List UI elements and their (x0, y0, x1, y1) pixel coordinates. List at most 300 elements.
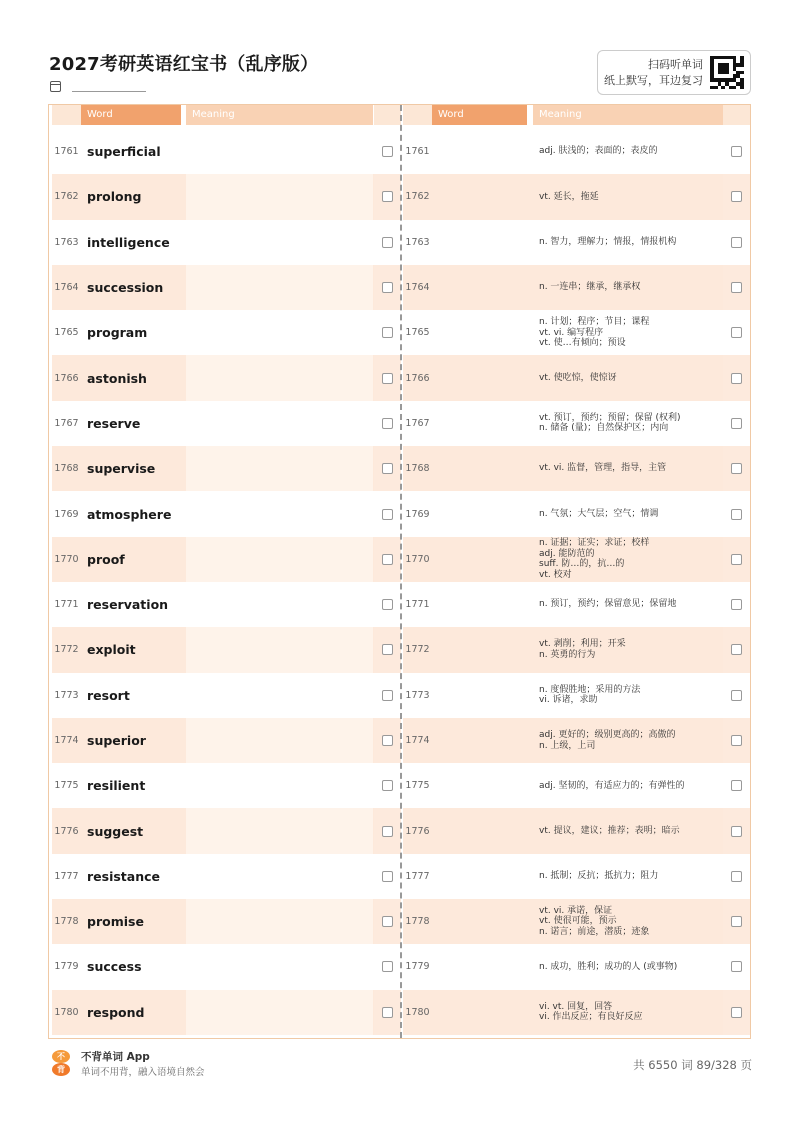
checkbox-cell (723, 355, 750, 400)
review-checkbox[interactable] (731, 644, 742, 655)
checkbox-cell (723, 854, 750, 899)
word-blank[interactable] (432, 310, 527, 355)
table-row (52, 401, 401, 446)
word-blank[interactable] (432, 763, 527, 808)
word-number: 1771 (54, 599, 79, 611)
review-checkbox[interactable] (382, 373, 393, 384)
meaning-blank[interactable] (186, 763, 373, 808)
word-blank[interactable] (432, 718, 527, 763)
meaning-header: Meaning (186, 105, 373, 125)
checkbox-cell (723, 582, 750, 627)
meaning-blank[interactable] (186, 990, 373, 1035)
word-blank[interactable] (432, 899, 527, 944)
checkbox-cell (723, 446, 750, 491)
review-checkbox[interactable] (382, 735, 393, 746)
calendar-icon (50, 81, 61, 92)
meaning-text (533, 673, 723, 718)
table-row (403, 220, 749, 265)
review-checkbox[interactable] (731, 690, 742, 701)
review-checkbox[interactable] (382, 826, 393, 837)
meaning-line: adj. 肤浅的；表面的；表皮的 (539, 146, 658, 157)
checkbox-cell (374, 673, 401, 718)
meaning-line: n. 成功，胜利；成功的人 (或事物) (539, 961, 678, 972)
table-row (52, 899, 401, 944)
review-checkbox[interactable] (382, 916, 393, 927)
meaning-text (533, 582, 723, 627)
word-number: 1762 (54, 191, 79, 203)
review-checkbox[interactable] (382, 599, 393, 610)
meaning-line: vt. 延长，拖延 (539, 191, 599, 202)
number-header (403, 105, 432, 125)
qr-caption (604, 57, 703, 89)
meaning-text (533, 491, 723, 536)
review-checkbox[interactable] (382, 871, 393, 882)
word-text: succession (87, 280, 164, 296)
word-number: 1780 (405, 1006, 430, 1018)
word-number: 1775 (405, 780, 430, 792)
table-row (52, 808, 401, 853)
word-number: 1764 (405, 282, 430, 294)
meaning-line: n. 一连串；继承，继承权 (539, 282, 641, 293)
checkbox-cell (723, 673, 750, 718)
checkbox-cell (374, 446, 401, 491)
word-blank[interactable] (432, 355, 527, 400)
word-text: resilient (87, 778, 146, 794)
review-checkbox[interactable] (731, 554, 742, 565)
word-number: 1779 (405, 961, 430, 973)
meaning-blank[interactable] (186, 491, 373, 536)
table-row (52, 310, 401, 355)
meaning-line: n. 诺言；前途，潜质；迹象 (539, 926, 650, 937)
review-checkbox[interactable] (731, 509, 742, 520)
word-blank[interactable] (432, 854, 527, 899)
table-row (403, 491, 749, 536)
word-text: promise (87, 914, 144, 930)
review-checkbox[interactable] (382, 418, 393, 429)
checkbox-cell (723, 763, 750, 808)
logo-top-char: 不 (52, 1050, 70, 1063)
word-text: prolong (87, 189, 142, 205)
review-checkbox[interactable] (731, 191, 742, 202)
word-number: 1776 (405, 825, 430, 837)
word-number: 1768 (54, 463, 79, 475)
review-checkbox[interactable] (731, 282, 742, 293)
table-row (52, 627, 401, 672)
meaning-line: n. 计划；程序；节目；课程 (539, 317, 650, 328)
review-checkbox[interactable] (382, 1007, 393, 1018)
word-number: 1774 (54, 735, 79, 746)
word-blank[interactable] (432, 174, 527, 219)
word-number: 1766 (54, 372, 79, 384)
table-row (52, 718, 401, 763)
meaning-text (533, 627, 723, 672)
checkbox-cell (723, 265, 750, 310)
meaning-blank[interactable] (186, 899, 373, 944)
word-blank[interactable] (432, 582, 527, 627)
word-text: atmosphere (87, 506, 172, 522)
app-slogan: 单词不用背，融入语境自然会 (81, 1067, 205, 1078)
table-row (403, 944, 749, 989)
checkbox-cell (723, 174, 750, 219)
word-text: resort (87, 687, 130, 703)
meaning-blank[interactable] (186, 355, 373, 400)
word-blank[interactable] (432, 673, 527, 718)
word-header: Word (432, 105, 527, 125)
meaning-text (533, 355, 723, 400)
word-number: 1777 (405, 870, 430, 882)
word-number: 1772 (54, 644, 79, 656)
word-number: 1765 (54, 327, 79, 339)
word-number: 1761 (54, 146, 79, 158)
table-row (403, 854, 749, 899)
checkbox-cell (374, 355, 401, 400)
checkbox-cell (374, 582, 401, 627)
date-row (50, 80, 146, 92)
checkbox-cell (374, 537, 401, 582)
word-number: 1762 (405, 191, 430, 203)
word-text: astonish (87, 370, 147, 386)
word-number: 1765 (405, 327, 430, 339)
meaning-text (533, 129, 723, 174)
meaning-line: vt. 使…有倾向；预设 (539, 338, 626, 349)
meaning-line: vt. 预订，预约；预留；保留 (权利) (539, 412, 681, 423)
meaning-line: adj. 能防范的 (539, 548, 595, 559)
table-row (403, 174, 749, 219)
meaning-text (533, 265, 723, 310)
table-row (52, 763, 401, 808)
table-row (52, 537, 401, 582)
word-number: 1775 (54, 780, 79, 792)
checkbox-header (374, 105, 401, 125)
app-name: 不背单词 App (81, 1051, 150, 1063)
checkbox-cell (374, 899, 401, 944)
meaning-line: n. 度假胜地；采用的方法 (539, 684, 641, 695)
table-row (52, 220, 401, 265)
review-checkbox[interactable] (731, 916, 742, 927)
meaning-blank[interactable] (186, 220, 373, 265)
checkbox-cell (374, 129, 401, 174)
word-number: 1767 (405, 417, 430, 429)
meaning-blank[interactable] (186, 808, 373, 853)
meaning-blank[interactable] (186, 129, 373, 174)
checkbox-cell (723, 808, 750, 853)
review-checkbox[interactable] (731, 599, 742, 610)
checkbox-cell (374, 990, 401, 1035)
word-text: exploit (87, 642, 136, 658)
review-checkbox[interactable] (382, 644, 393, 655)
review-checkbox[interactable] (382, 282, 393, 293)
checkbox-header (723, 105, 750, 125)
meaning-line: vt. vi. 监督，管理，指导，主管 (539, 463, 667, 474)
word-number: 1778 (405, 916, 430, 928)
qr-panel (597, 50, 751, 95)
word-text: superficial (87, 144, 161, 160)
checkbox-cell (374, 265, 401, 310)
table-header (52, 105, 401, 125)
table-row (403, 129, 749, 174)
word-number: 1780 (54, 1006, 79, 1018)
word-number: 1768 (405, 463, 430, 475)
checkbox-cell (374, 220, 401, 265)
table-row (403, 582, 749, 627)
meaning-header: Meaning (533, 105, 723, 125)
meaning-blank[interactable] (186, 401, 373, 446)
meaning-text (533, 944, 723, 989)
meaning-blank[interactable] (186, 854, 373, 899)
checkbox-cell (374, 310, 401, 355)
app-logo (52, 1050, 72, 1076)
meaning-blank[interactable] (186, 673, 373, 718)
checkbox-cell (374, 174, 401, 219)
word-blank[interactable] (432, 990, 527, 1035)
meaning-blank[interactable] (186, 944, 373, 989)
review-checkbox[interactable] (731, 1007, 742, 1018)
review-checkbox[interactable] (731, 237, 742, 248)
checkbox-cell (723, 627, 750, 672)
checkbox-cell (723, 129, 750, 174)
word-number: 1769 (54, 508, 79, 520)
review-checkbox[interactable] (731, 463, 742, 474)
meaning-text (533, 401, 723, 446)
meaning-line: vt. 剥削；利用；开采 (539, 639, 626, 650)
meaning-text (533, 763, 723, 808)
table-row (52, 673, 401, 718)
word-blank[interactable] (432, 265, 527, 310)
word-rows (52, 129, 401, 1035)
word-blank[interactable] (432, 446, 527, 491)
meaning-line: n. 英勇的行为 (539, 649, 596, 660)
qr-code-icon[interactable] (710, 56, 744, 90)
table-row (52, 582, 401, 627)
table-row (403, 265, 749, 310)
checkbox-cell (374, 718, 401, 763)
checkbox-cell (723, 310, 750, 355)
meaning-line: vt. 校对 (539, 569, 572, 580)
word-number: 1778 (54, 916, 79, 928)
word-blank[interactable] (432, 491, 527, 536)
table-row (52, 355, 401, 400)
checkbox-cell (723, 537, 750, 582)
table-row (403, 763, 749, 808)
word-blank[interactable] (432, 944, 527, 989)
review-checkbox[interactable] (382, 554, 393, 565)
meaning-blank[interactable] (186, 174, 373, 219)
word-number: 1761 (405, 146, 430, 158)
table-row (403, 718, 749, 763)
table-row (403, 310, 749, 355)
number-header (52, 105, 81, 125)
meaning-blank[interactable] (186, 446, 373, 491)
meaning-text (533, 310, 723, 355)
meaning-text (533, 446, 723, 491)
qr-caption-line2: 纸上默写，耳边复习 (604, 73, 703, 87)
review-checkbox[interactable] (382, 780, 393, 791)
word-text: suggest (87, 823, 144, 839)
meaning-line: vt. vi. 承诺，保证 (539, 905, 613, 916)
logo-bottom-char: 背 (52, 1063, 70, 1076)
table-header (403, 105, 749, 125)
word-blank[interactable] (432, 220, 527, 265)
review-checkbox[interactable] (382, 237, 393, 248)
meaning-blank[interactable] (186, 537, 373, 582)
word-number: 1773 (405, 689, 430, 701)
meaning-blank[interactable] (186, 718, 373, 763)
word-text: superior (87, 733, 146, 748)
checkbox-cell (723, 990, 750, 1035)
page-title: 2027考研英语红宝书（乱序版） (49, 54, 319, 75)
review-checkbox[interactable] (382, 961, 393, 972)
meaning-text (533, 808, 723, 853)
meaning-text (533, 990, 723, 1035)
meaning-line: vt. 使吃惊，使惊讶 (539, 372, 617, 383)
meaning-line: n. 证据；证实；求证；校样 (539, 538, 650, 549)
meaning-line: n. 智力，理解力；情报，情报机构 (539, 236, 677, 247)
checkbox-cell (374, 627, 401, 672)
word-number: 1763 (405, 236, 430, 248)
qr-caption-line1: 扫码听单词 (648, 57, 703, 71)
review-checkbox[interactable] (731, 146, 742, 157)
meaning-blank[interactable] (186, 627, 373, 672)
checkbox-cell (723, 899, 750, 944)
word-number: 1779 (54, 961, 79, 973)
table-row (403, 673, 749, 718)
meaning-blank[interactable] (186, 265, 373, 310)
meaning-line: n. 气氛；大气层；空气；情调 (539, 508, 659, 519)
word-number: 1774 (405, 735, 430, 746)
meaning-rows (403, 129, 749, 1035)
table-row (403, 401, 749, 446)
meaning-line: vt. 提议，建议；推荐；表明；暗示 (539, 825, 680, 836)
review-checkbox[interactable] (382, 191, 393, 202)
meaning-text (533, 899, 723, 944)
review-checkbox[interactable] (382, 146, 393, 157)
checkbox-cell (723, 401, 750, 446)
word-text: proof (87, 551, 125, 567)
review-checkbox[interactable] (731, 780, 742, 791)
meaning-blank[interactable] (186, 582, 373, 627)
review-checkbox[interactable] (731, 735, 742, 746)
word-number: 1767 (54, 417, 79, 429)
date-blank-line[interactable] (72, 80, 146, 92)
review-checkbox[interactable] (731, 373, 742, 384)
word-text: supervise (87, 461, 156, 477)
meaning-line: suff. 防…的，抗…的 (539, 559, 625, 570)
page-info: 共 6550 词 89/328 页 (633, 1058, 752, 1072)
word-text: program (87, 325, 148, 341)
meaning-line: vi. vt. 回复，回答 (539, 1001, 613, 1012)
table-row (52, 990, 401, 1035)
fold-divider (400, 105, 402, 1038)
word-number: 1766 (405, 372, 430, 384)
word-number: 1771 (405, 599, 430, 611)
table-row (52, 491, 401, 536)
word-blank[interactable] (432, 401, 527, 446)
checkbox-cell (723, 491, 750, 536)
review-checkbox[interactable] (731, 961, 742, 972)
table-row (52, 944, 401, 989)
meaning-line: n. 上级，上司 (539, 740, 596, 751)
word-text: reservation (87, 597, 169, 613)
word-text: success (87, 959, 142, 975)
word-number: 1773 (54, 689, 79, 701)
table-row (52, 854, 401, 899)
meaning-line: n. 预订，预约；保留意见；保留地 (539, 599, 677, 610)
word-column-half (52, 105, 401, 1038)
table-row (403, 446, 749, 491)
word-blank[interactable] (432, 808, 527, 853)
meaning-text (533, 854, 723, 899)
word-number: 1770 (405, 553, 430, 565)
meaning-blank[interactable] (186, 310, 373, 355)
meaning-line: vt. vi. 编写程序 (539, 327, 604, 338)
table-row (403, 899, 749, 944)
checkbox-cell (374, 944, 401, 989)
word-blank[interactable] (432, 129, 527, 174)
meaning-line: vt. 使很可能，预示 (539, 916, 617, 927)
meaning-text (533, 174, 723, 219)
review-checkbox[interactable] (731, 871, 742, 882)
table-row (403, 355, 749, 400)
word-blank[interactable] (432, 537, 527, 582)
word-number: 1777 (54, 870, 79, 882)
word-number: 1764 (54, 282, 79, 294)
table-row (403, 537, 749, 582)
meaning-line: adj. 坚韧的，有适应力的；有弹性的 (539, 780, 685, 791)
word-number: 1763 (54, 236, 79, 248)
review-checkbox[interactable] (731, 826, 742, 837)
meaning-line: vi. 诉诸，求助 (539, 695, 598, 706)
word-header: Word (81, 105, 181, 125)
meaning-line: adj. 更好的；级别更高的；高傲的 (539, 730, 676, 740)
meaning-text (533, 537, 723, 582)
checkbox-cell (374, 854, 401, 899)
word-number: 1772 (405, 644, 430, 656)
checkbox-cell (374, 401, 401, 446)
word-text: resistance (87, 868, 161, 884)
review-checkbox[interactable] (382, 509, 393, 520)
review-checkbox[interactable] (382, 327, 393, 338)
table-row (403, 627, 749, 672)
review-checkbox[interactable] (382, 690, 393, 701)
table-row (403, 990, 749, 1035)
word-text: intelligence (87, 234, 170, 250)
checkbox-cell (374, 491, 401, 536)
table-row (52, 129, 401, 174)
table-row (52, 265, 401, 310)
meaning-line: n. 储备 (量)；自然保护区；内向 (539, 423, 669, 434)
word-blank[interactable] (432, 627, 527, 672)
review-checkbox[interactable] (731, 327, 742, 338)
word-number: 1776 (54, 825, 79, 837)
meaning-line: n. 抵制；反抗；抵抗力；阻力 (539, 871, 659, 882)
review-checkbox[interactable] (382, 463, 393, 474)
table-row (403, 808, 749, 853)
checkbox-cell (374, 763, 401, 808)
checkbox-cell (723, 220, 750, 265)
word-number: 1770 (54, 553, 79, 565)
table-row (52, 446, 401, 491)
review-checkbox[interactable] (731, 418, 742, 429)
meaning-line: vi. 作出反应；有良好反应 (539, 1012, 643, 1023)
word-sheet (48, 104, 751, 1039)
checkbox-cell (723, 718, 750, 763)
table-row (52, 174, 401, 219)
meaning-column-half (403, 105, 749, 1038)
word-number: 1769 (405, 508, 430, 520)
meaning-text (533, 220, 723, 265)
checkbox-cell (723, 944, 750, 989)
word-text: respond (87, 1004, 145, 1020)
